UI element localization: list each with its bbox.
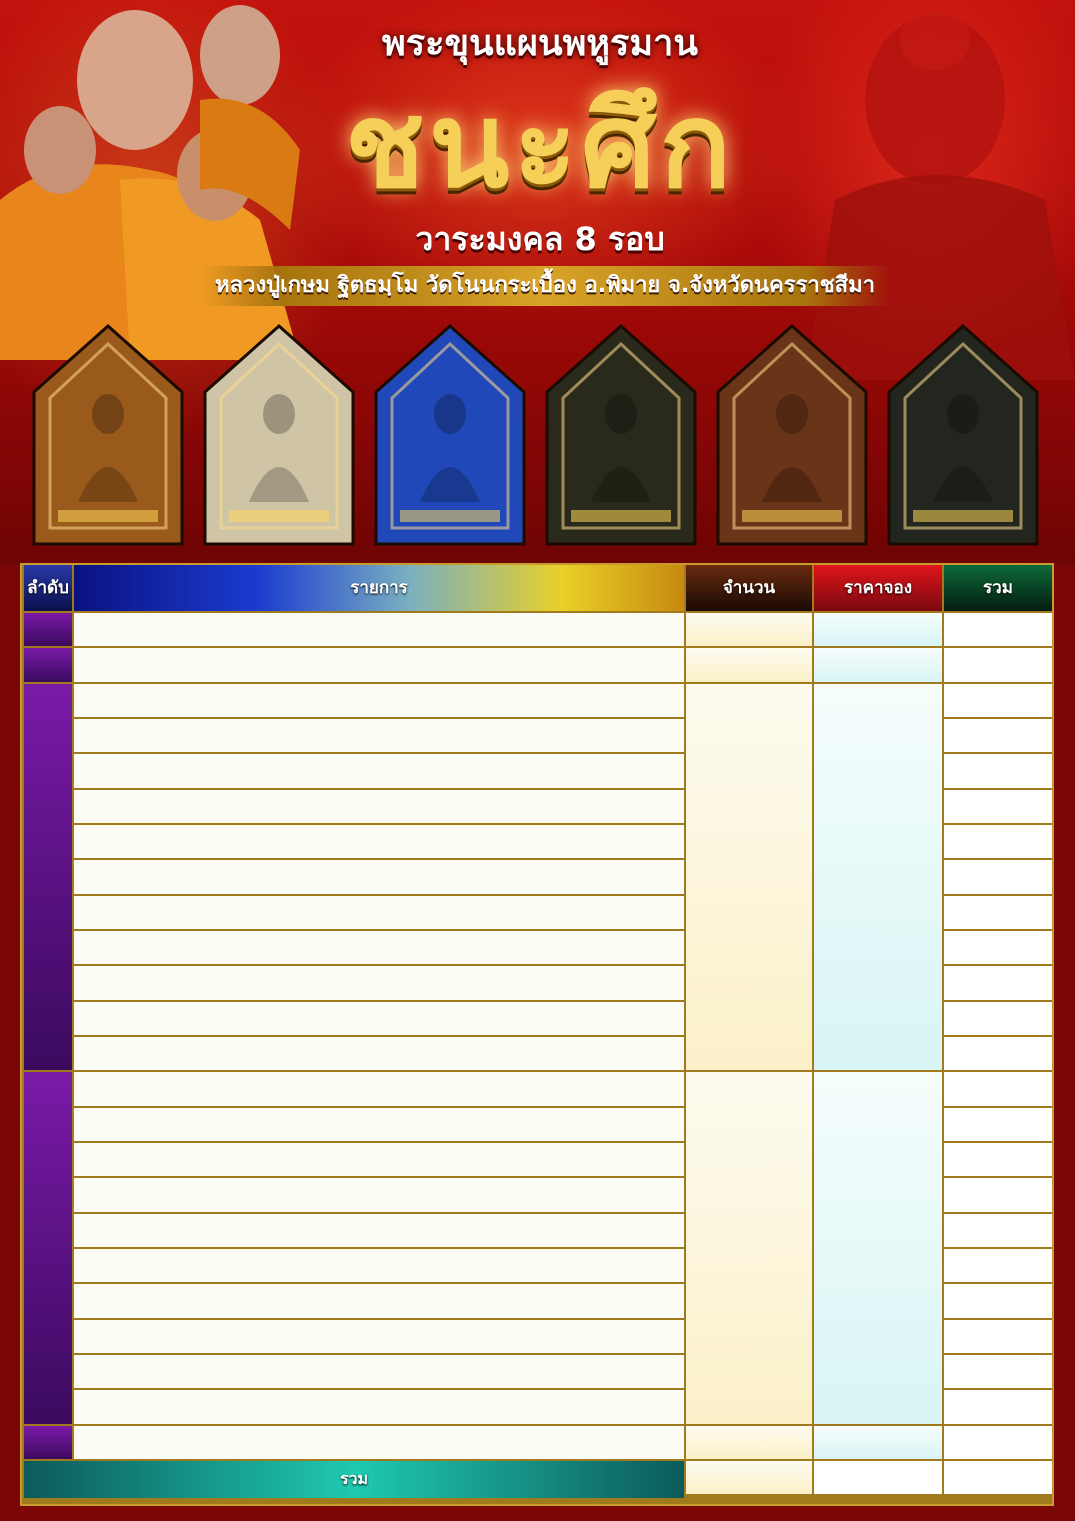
total-cell xyxy=(944,1284,1052,1317)
total-cell xyxy=(944,896,1052,929)
quantity xyxy=(686,648,812,681)
header-item: รายการ xyxy=(74,565,684,611)
item-label xyxy=(74,1178,684,1211)
total-cell xyxy=(944,1037,1052,1070)
item-label xyxy=(74,1002,684,1035)
total-cell xyxy=(944,684,1052,717)
item-label xyxy=(74,896,684,929)
total-cell xyxy=(944,860,1052,893)
item-label xyxy=(74,790,684,823)
subtitle-banner: หลวงปู่เกษม ฐิตธมฺโม วัดโนนกระเบื้อง อ.พิมาย จ.จังหวัดนครราชสีมา xyxy=(200,266,890,306)
price xyxy=(814,684,942,1071)
quantity xyxy=(686,1426,812,1459)
price xyxy=(814,1072,942,1423)
item-label xyxy=(74,684,684,717)
total-cell xyxy=(944,931,1052,964)
item-label xyxy=(74,719,684,752)
title-sub: วาระมงคล 8 รอบ xyxy=(415,220,665,258)
item-label xyxy=(74,1390,684,1423)
total-cell xyxy=(944,1143,1052,1176)
item-label xyxy=(74,825,684,858)
header-price: ราคาจอง xyxy=(814,565,942,611)
hero-banner xyxy=(0,0,1075,565)
header-no: ลำดับ xyxy=(24,565,72,611)
item-label xyxy=(74,1037,684,1070)
total-cell xyxy=(944,1072,1052,1105)
item-label xyxy=(74,1249,684,1282)
price xyxy=(814,648,942,681)
total-cell xyxy=(944,1390,1052,1423)
total-cell xyxy=(944,754,1052,787)
total-cell xyxy=(944,966,1052,999)
row-number xyxy=(24,1072,72,1423)
header-qty: จำนวน xyxy=(686,565,812,611)
row-number xyxy=(24,613,72,646)
price xyxy=(814,613,942,646)
total-cell xyxy=(944,1249,1052,1282)
total-cell xyxy=(944,825,1052,858)
total-cell xyxy=(944,1108,1052,1141)
total-cell xyxy=(944,1355,1052,1388)
amulet-1 xyxy=(28,322,188,550)
price-table xyxy=(20,563,1054,1506)
total-cell xyxy=(944,613,1052,646)
quantity xyxy=(686,1072,812,1423)
item-label xyxy=(74,1072,684,1105)
item-label xyxy=(74,860,684,893)
row-number xyxy=(24,684,72,1071)
total-cell xyxy=(944,790,1052,823)
main-title: ชนะศึก xyxy=(344,75,736,214)
footer-qty-cell xyxy=(686,1461,812,1494)
total-cell xyxy=(944,719,1052,752)
amulet-2 xyxy=(199,322,359,550)
item-label xyxy=(74,1214,684,1247)
item-label xyxy=(74,1143,684,1176)
item-label xyxy=(74,931,684,964)
item-label xyxy=(74,1355,684,1388)
amulet-row xyxy=(28,322,1048,554)
total-cell xyxy=(944,1002,1052,1035)
item-label xyxy=(74,1426,684,1459)
footer-total-cell xyxy=(944,1461,1052,1494)
item-label xyxy=(74,754,684,787)
row-number xyxy=(24,1426,72,1459)
item-label xyxy=(74,1320,684,1353)
item-label xyxy=(74,1284,684,1317)
total-cell xyxy=(944,1178,1052,1211)
total-cell xyxy=(944,1320,1052,1353)
item-label xyxy=(74,966,684,999)
item-label xyxy=(74,1108,684,1141)
total-cell xyxy=(944,1426,1052,1459)
total-cell xyxy=(944,1214,1052,1247)
amulet-4 xyxy=(541,322,701,550)
footer-price-cell xyxy=(814,1461,942,1494)
item-label xyxy=(74,613,684,646)
header-total: รวม xyxy=(944,565,1052,611)
amulet-3 xyxy=(370,322,530,550)
total-cell xyxy=(944,648,1052,681)
price xyxy=(814,1426,942,1459)
amulet-6 xyxy=(883,322,1043,550)
row-number xyxy=(24,648,72,681)
title-top: พระขุนแผนพหูรมาน xyxy=(382,23,698,64)
item-label xyxy=(74,648,684,681)
amulet-5 xyxy=(712,322,872,550)
quantity xyxy=(686,613,812,646)
footer-total-label: รวม xyxy=(24,1461,684,1498)
quantity xyxy=(686,684,812,1071)
